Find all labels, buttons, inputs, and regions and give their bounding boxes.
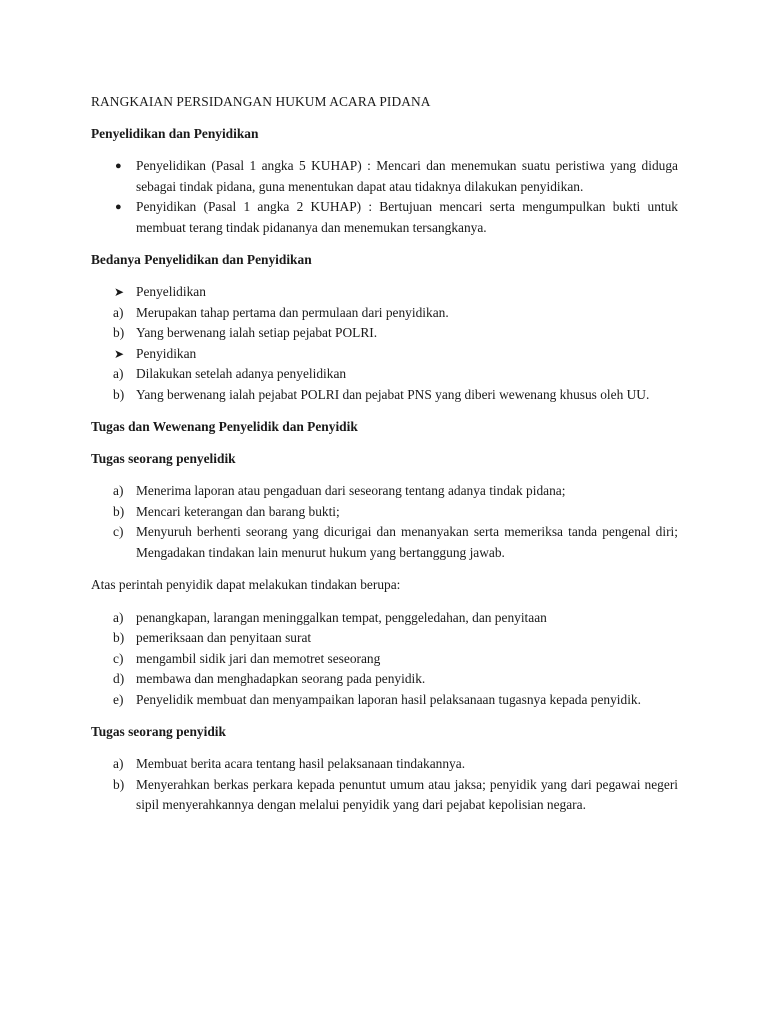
list-item	[91, 608, 678, 629]
heading-bedanya: Bedanya Penyelidikan dan Penyidikan	[91, 252, 312, 267]
arrow-bullet-icon: ➤	[114, 346, 125, 361]
arrow-bullet-icon: ➤	[114, 285, 125, 299]
item-text: penangkapan, larangan meninggalkan tempat, penggeledahan, dan penyitaan	[136, 609, 547, 625]
list-item	[91, 522, 678, 563]
list-item	[91, 754, 678, 775]
document-page	[91, 92, 678, 828]
list-item	[91, 197, 678, 238]
atas-perintah-list	[91, 608, 678, 711]
subheading-tugas-penyelidik: Tugas seorang penyelidik	[91, 451, 236, 466]
item-text: Penyelidikan	[136, 284, 206, 299]
item-text: Menyerahkan berkas perkara kepada penuntut umum atau jaksa; penyidik yang dari pegawai negeri sipil menyerahkannya dengan melalui penyidik yang dari pejabat kepolisian negara.	[136, 776, 678, 812]
list-item	[91, 282, 678, 303]
item-text: Yang berwenang ialah setiap pejabat POLRI.	[136, 325, 378, 340]
bullet-icon: ●	[115, 201, 122, 213]
item-marker: a)	[113, 366, 124, 381]
item-text: Menyuruh berhenti seorang yang dicurigai dan menanyakan serta memeriksa tanda pengenal diri; Mengadakan tindakan lain menurut hukum yang bertanggung jawab.	[136, 524, 678, 560]
difference-list	[91, 282, 678, 405]
item-text: Dilakukan setelah adanya penyelidikan	[136, 366, 347, 381]
list-item	[91, 364, 678, 385]
penyidik-duties-list	[91, 754, 678, 816]
item-text: Menerima laporan atau pengaduan dari seseorang tentang adanya tindak pidana;	[136, 483, 566, 498]
item-text: membawa dan menghadapkan seorang pada penyidik.	[136, 671, 426, 686]
list-item	[91, 502, 678, 523]
item-marker: b)	[113, 630, 125, 645]
list-item	[91, 156, 678, 197]
item-marker: a)	[113, 609, 124, 625]
list-item	[91, 481, 678, 502]
item-text: Penyelidikan (Pasal 1 angka 5 KUHAP) : Mencari dan menemukan suatu peristiwa yang diduga sebagai tindak pidana, guna menentukan dapat atau tidaknya dilakukan penyidikan.	[136, 158, 678, 194]
item-text: Penyelidik membuat dan menyampaikan laporan hasil pelaksanaan tugasnya kepada penyidik.	[136, 691, 641, 707]
document-title: RANGKAIAN PERSIDANGAN HUKUM ACARA PIDANA	[91, 94, 431, 109]
heading-tugas-penyidik: Tugas seorang penyidik	[91, 724, 226, 739]
item-marker: a)	[113, 756, 124, 771]
list-item	[91, 649, 678, 670]
list-item	[91, 385, 678, 406]
heading-penyelidikan-penyidikan: Penyelidikan dan Penyidikan	[91, 126, 259, 141]
bullet-icon: ●	[115, 160, 122, 172]
item-text: pemeriksaan dan penyitaan surat	[136, 630, 312, 645]
list-item	[91, 690, 678, 711]
list-item	[91, 303, 678, 324]
paragraph-atas-perintah: Atas perintah penyidik dapat melakukan tindakan berupa:	[91, 577, 401, 592]
list-item	[91, 323, 678, 344]
item-marker: c)	[113, 650, 124, 666]
list-item	[91, 669, 678, 690]
item-text: Membuat berita acara tentang hasil pelaksanaan tindakannya.	[136, 756, 466, 771]
penyelidik-duties-list	[91, 481, 678, 563]
list-item	[91, 775, 678, 816]
item-marker: b)	[113, 776, 125, 792]
item-text: Penyidikan	[136, 345, 197, 361]
item-text: Yang berwenang ialah pejabat POLRI dan pejabat PNS yang diberi wewenang khusus oleh UU.	[136, 386, 650, 402]
list-item	[91, 628, 678, 649]
item-marker: d)	[113, 671, 125, 686]
item-text: Penyidikan (Pasal 1 angka 2 KUHAP) : Bertujuan mencari serta mengumpulkan bukti untuk membuat terang tindak pidananya dan menemukan tersangkanya.	[136, 199, 678, 235]
item-marker: b)	[113, 503, 125, 519]
item-text: mengambil sidik jari dan memotret seseorang	[136, 650, 381, 666]
item-marker: c)	[113, 524, 124, 539]
item-text: Mencari keterangan dan barang bukti;	[136, 503, 340, 519]
item-marker: a)	[113, 483, 124, 498]
item-marker: a)	[113, 304, 124, 320]
heading-tugas-wewenang: Tugas dan Wewenang Penyelidik dan Penyidik	[91, 419, 358, 434]
list-item	[91, 344, 678, 365]
item-marker: e)	[113, 691, 124, 707]
item-marker: b)	[113, 325, 125, 340]
definition-list	[91, 156, 678, 238]
item-marker: b)	[113, 386, 125, 402]
item-text: Merupakan tahap pertama dan permulaan dari penyidikan.	[136, 304, 449, 320]
